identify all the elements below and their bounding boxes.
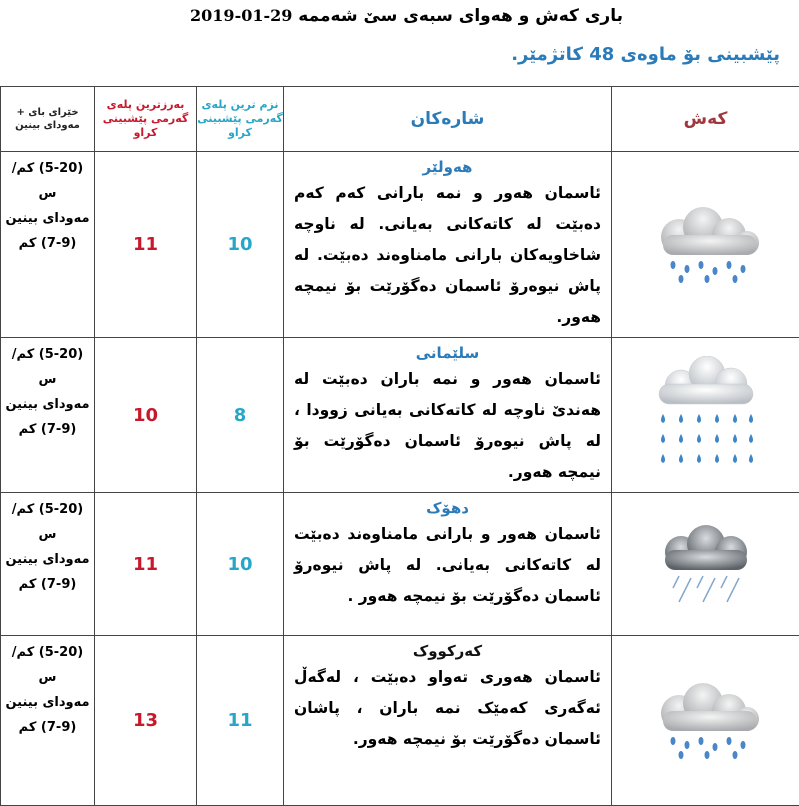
visibility-value: (7-9) کم	[3, 572, 92, 597]
max-temp-value: 13	[95, 636, 197, 806]
visibility-value: (7-9) کم	[3, 715, 92, 740]
forecast-description: ئاسمان هەور و نمە باران دەبێت لە هەندێ ناوچە لە کاتەکانی بەیانی زوودا ، لە پاش نیوەرۆ ئاسمان دەگۆرێت بۆ نیمچە هەور.	[294, 364, 601, 488]
title-text: باری کەش و هەوای سبەی سێ شەممە	[298, 6, 623, 26]
wind-speed: (5-20) کم/س	[3, 342, 92, 392]
forecast-description: ئاسمان هەوری تەواو دەبێت ، لەگەڵ ئەگەری کەمێک نمە باران ، پاشان ئاسمان دەگۆرێت بۆ نیمچە هەور.	[294, 662, 601, 755]
wind-speed: (5-20) کم/س	[3, 156, 92, 206]
table-row	[1, 152, 799, 338]
wind-visibility-cell	[1, 152, 95, 338]
col-wind-visibility: خێرای بای + مەودای بینین	[1, 87, 95, 152]
weather-icon-cell	[612, 338, 799, 493]
wind-speed: (5-20) کم/س	[3, 640, 92, 690]
city-name: دهۆک	[294, 497, 601, 519]
min-temp-value: 8	[197, 338, 284, 493]
visibility-label: مەودای بینین	[3, 547, 92, 572]
city-name: کەرکووک	[294, 640, 601, 662]
forecast-description: ئاسمان هەور و بارانی مامناوەند دەبێت لە کاتەکانی بەیانی. لە پاش نیوەرۆ ئاسمان دەگۆرێت بۆ نیمچە هەور .	[294, 519, 601, 612]
col-max-temp: بەرزترین پلەی گەرمی پێشبینی کراو	[95, 87, 197, 152]
visibility-value: (7-9) کم	[3, 231, 92, 256]
storm-cloud-rain-icon	[651, 524, 761, 604]
min-temp-value: 10	[197, 152, 284, 338]
city-name: سلێمانی	[294, 342, 601, 364]
cloud-light-rain-icon	[641, 205, 771, 285]
page-title	[0, 6, 799, 26]
col-cities: شارەکان	[284, 87, 612, 152]
wind-visibility-cell	[1, 493, 95, 636]
city-forecast-cell	[284, 338, 612, 493]
table-row	[1, 338, 799, 493]
visibility-label: مەودای بینین	[3, 392, 92, 417]
visibility-label: مەودای بینین	[3, 206, 92, 231]
table-row	[1, 493, 799, 636]
visibility-label: مەودای بینین	[3, 690, 92, 715]
max-temp-value: 11	[95, 152, 197, 338]
forecast-description: ئاسمان هەور و نمە بارانی کەم کەم دەبێت لە کاتەکانی بەیانی. لە ناوچە شاخاویەکان بارانی مامناوەند دەبێت. لە پاش نیوەرۆ ئاسمان دەگۆرێت بۆ نیمچە هەور.	[294, 178, 601, 333]
weather-icon-cell	[612, 636, 799, 806]
max-temp-value: 10	[95, 338, 197, 493]
wind-speed: (5-20) کم/س	[3, 497, 92, 547]
city-forecast-cell	[284, 152, 612, 338]
col-weather: کەش	[612, 87, 799, 152]
weather-icon-cell	[612, 152, 799, 338]
table-row	[1, 636, 799, 806]
city-forecast-cell	[284, 493, 612, 636]
visibility-value: (7-9) کم	[3, 417, 92, 442]
forecast-period: پێشبینی بۆ ماوەی 48 کاتژمێر.	[460, 44, 780, 65]
city-name: هەولێر	[294, 156, 601, 178]
weather-icon-cell	[612, 493, 799, 636]
wind-visibility-cell	[1, 636, 95, 806]
min-temp-value: 11	[197, 636, 284, 806]
forecast-date: 29-01-2019	[190, 6, 292, 25]
forecast-table	[0, 86, 799, 806]
table-header-row	[1, 87, 799, 152]
wind-visibility-cell	[1, 338, 95, 493]
max-temp-value: 11	[95, 493, 197, 636]
cloud-heavy-rain-icon	[651, 356, 761, 474]
min-temp-value: 10	[197, 493, 284, 636]
col-min-temp: نزم ترین پلەی گەرمی پێشبینی کراو	[197, 87, 284, 152]
city-forecast-cell	[284, 636, 612, 806]
cloud-light-rain-icon	[641, 681, 771, 761]
